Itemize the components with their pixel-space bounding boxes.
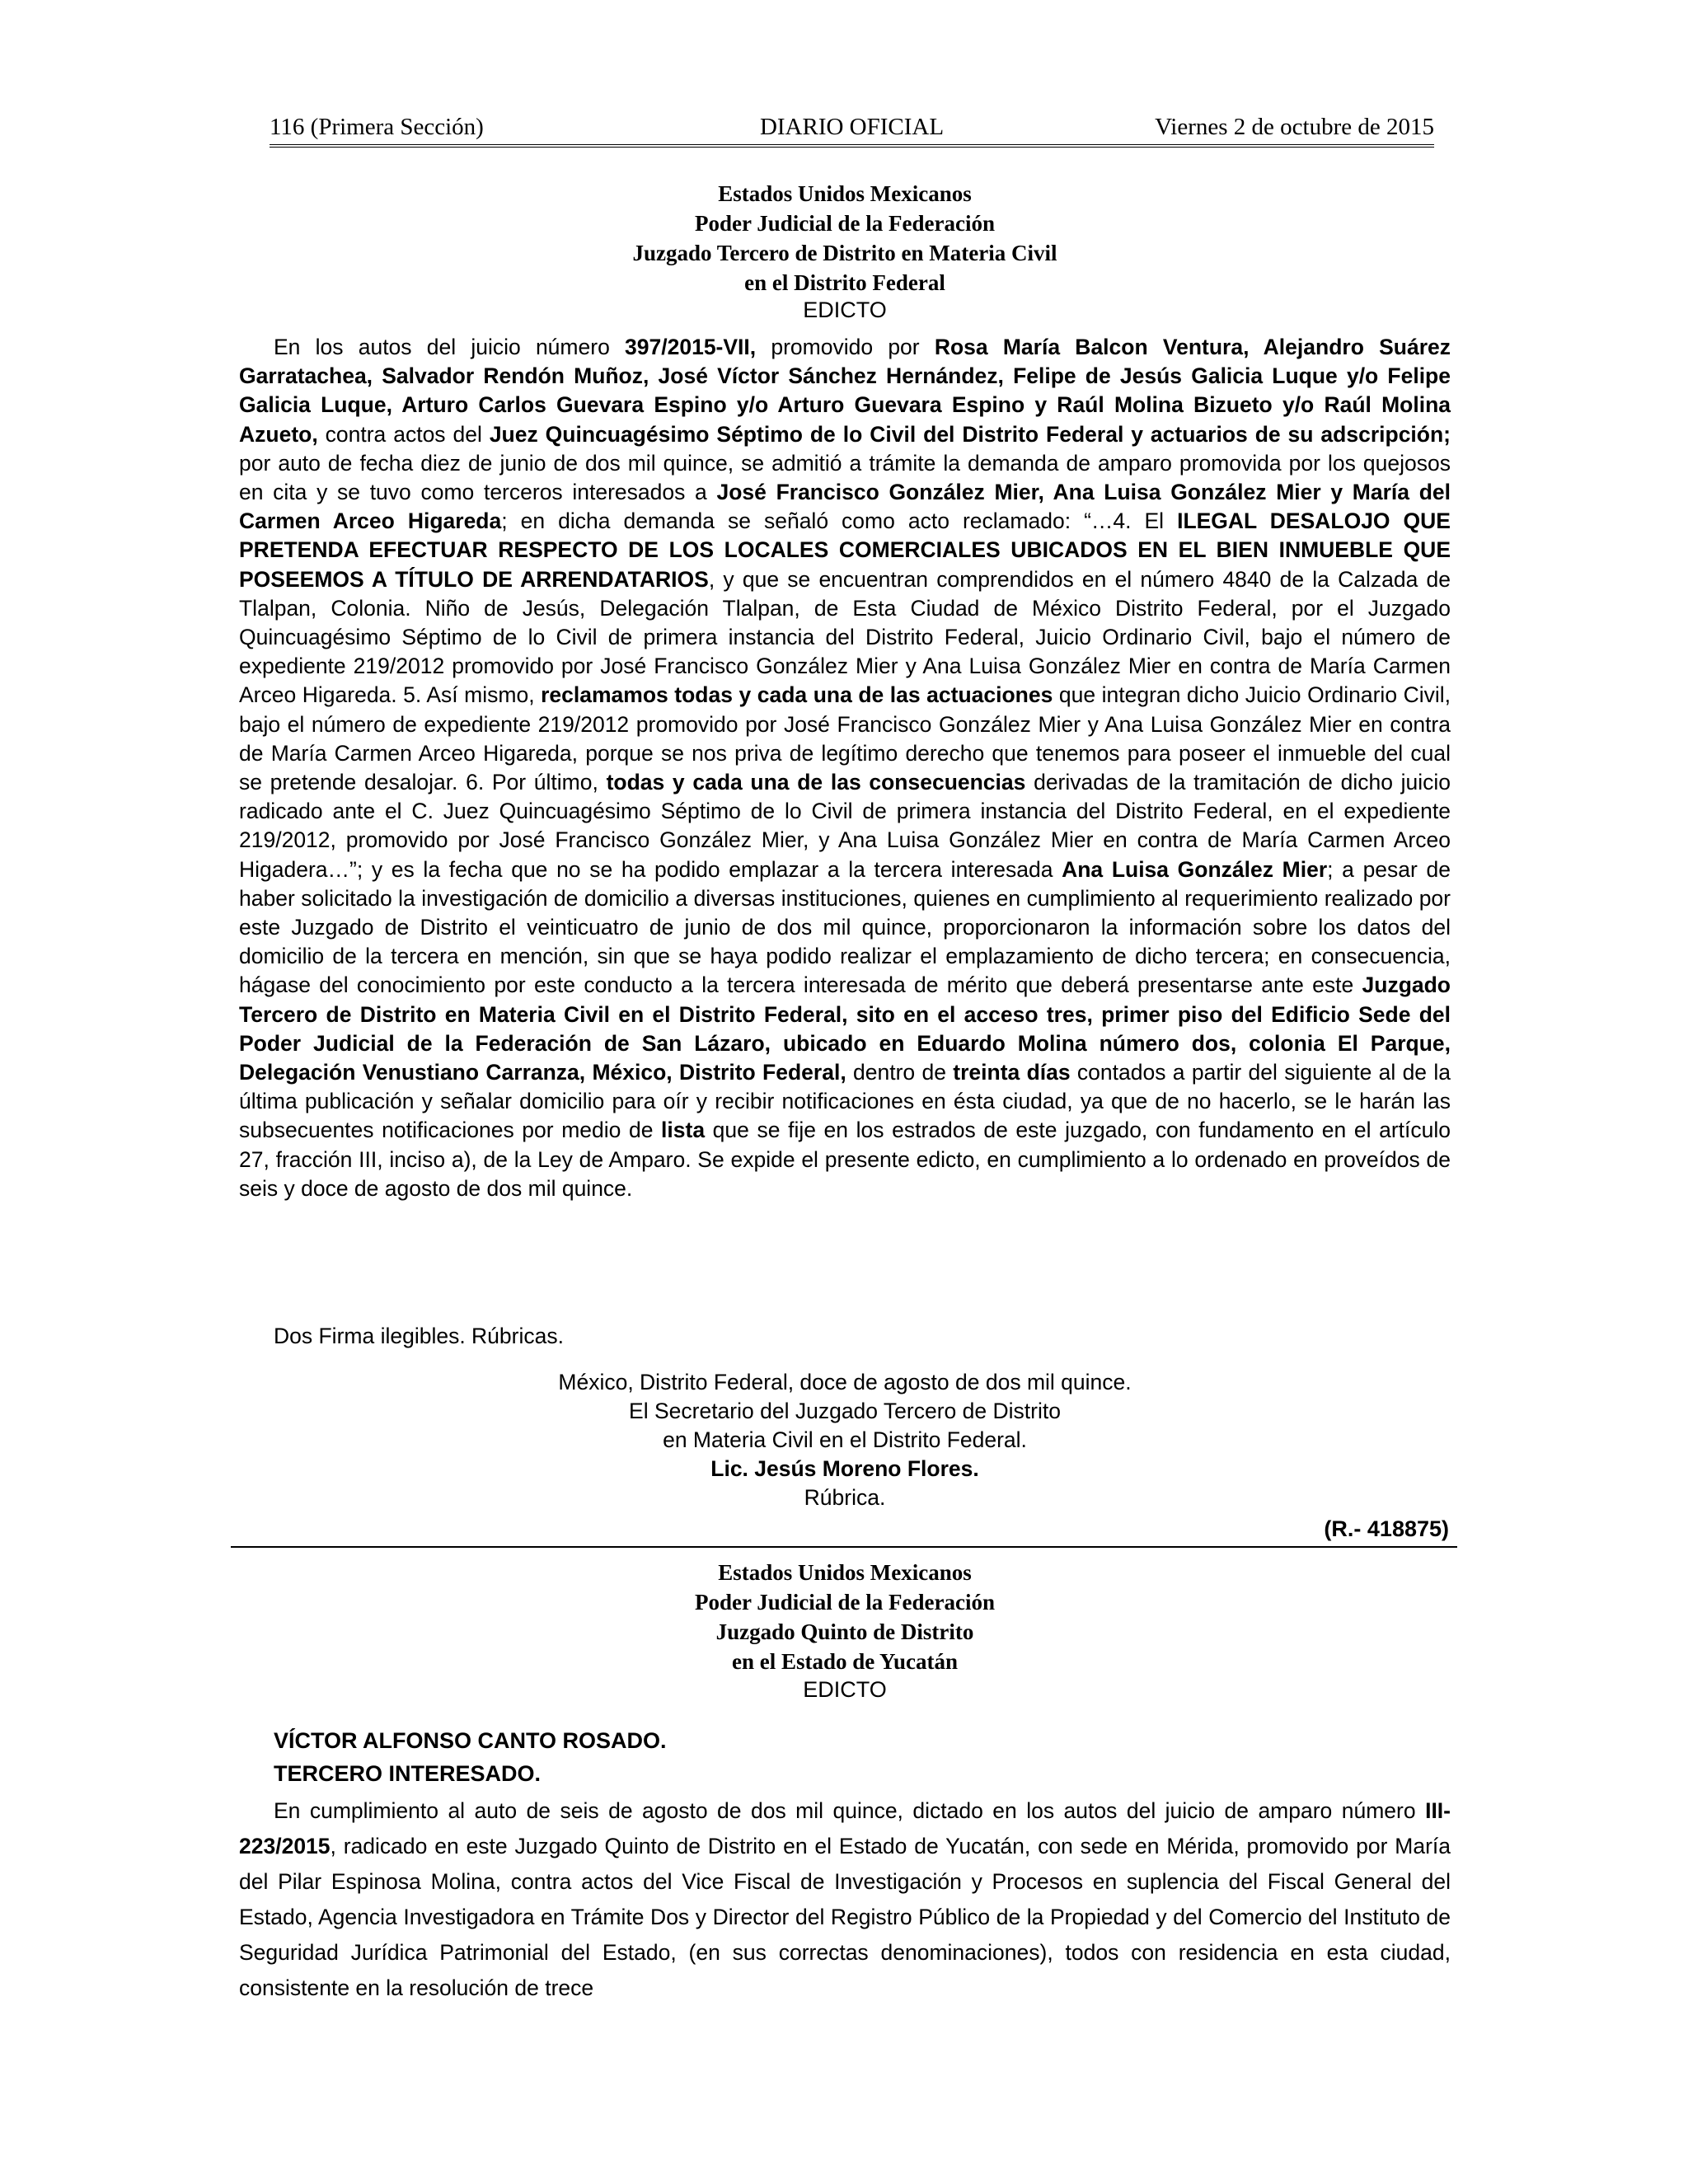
- text-run: En cumplimiento al auto de seis de agosto de dos mil quince, dictado en los autos del juicio de amparo número: [274, 1798, 1426, 1823]
- bold-text-run: treinta días: [953, 1060, 1071, 1085]
- header-date: Viernes 2 de octubre de 2015: [1155, 114, 1434, 140]
- edict1-signature-block: [239, 1368, 1451, 1512]
- rubrica: Rúbrica.: [804, 1485, 886, 1510]
- text-run: ; en dicha demanda se señaló como acto reclamado: “…4. El: [501, 509, 1178, 534]
- text-run: ; a pesar de haber solicitado la investigación de domicilio a diversas instituciones, quienes en cumplimiento al requerimiento realizado por este Juzgado de Distrito el veinticuatro de junio de dos mil quince, proporcionaron la información sobre los datos del domicilio de la tercera en mención, sin que se haya podido realizar el emplazamiento de dicho tercera; en consecuencia, hágase del conocimiento por este conducto a la tercera interesada de mérito que deberá presentarse ante este: [239, 856, 1451, 998]
- bold-text-run: Juez Quincuagésimo Séptimo de lo Civil del Distrito Federal y actuarios de su adscripción;: [489, 421, 1451, 447]
- edict2-addressee: VÍCTOR ALFONSO CANTO ROSADO.: [274, 1728, 667, 1753]
- bold-text-run: Rosa María Balcon Ventura, Alejandro Suárez Garratachea, Salvador Rendón Muñoz, José Víctor Sánchez Hernández, Felipe de Jesús Galicia Luque y/o Felipe Galicia Luque, Arturo Carlos Guevara Espino y/o Arturo Guevara Espino y Raúl Molina Bizueto y/o Raúl Molina Azueto,: [239, 335, 1451, 447]
- court-line: en el Estado de Yucatán: [731, 1649, 959, 1674]
- edict2-role: TERCERO INTERESADO.: [274, 1761, 542, 1786]
- edict1-body: [239, 333, 1451, 1203]
- bold-text-run: reclamamos todas y cada una de las actuaciones: [541, 682, 1053, 708]
- text-run: , radicado en este Juzgado Quinto de Distrito en el Estado de Yucatán, con sede en Mérida, promovido por María del Pilar Espinosa Molina, contra actos del Vice Fiscal de Investigación y Procesos en suplencia del Fiscal General del Estado, Agencia Investigadora en Trámite Dos y Director del Registro Público de la Propiedad y del Comercio del Instituto de Seguridad Jurídica Patrimonial del Estado, (en sus correctas denominaciones), todos con residencia en esta ciudad, consistente en la resolución de trece: [239, 1834, 1451, 2000]
- court-line: Poder Judicial de la Federación: [695, 1590, 995, 1615]
- bold-text-run: ILEGAL DESALOJO QUE PRETENDA EFECTUAR RESPECTO DE LOS LOCALES COMERCIALES UBICADOS EN EL BIEN INMUEBLE QUE POSEEMOS A TÍTULO DE ARRENDATARIOS: [239, 509, 1451, 592]
- header-publication: DIARIO OFICIAL: [759, 114, 945, 140]
- court-line: Juzgado Quinto de Distrito: [715, 1619, 974, 1644]
- text-run: promovido por: [756, 335, 935, 359]
- edict1-title: EDICTO: [803, 298, 887, 322]
- sign-line: México, Distrito Federal, doce de agosto de dos mil quince.: [558, 1370, 1132, 1394]
- edict2-title: EDICTO: [803, 1677, 887, 1702]
- text-run: contados a partir del siguiente al de la última publicación y señalar domicilio para oír y recibir notificaciones en ésta ciudad, ya que de no hacerlo, se le harán las subsecuentes notificaciones por medio de: [239, 1060, 1451, 1143]
- sign-line: en Materia Civil en el Distrito Federal.: [663, 1427, 1027, 1452]
- text-run: dentro de: [846, 1060, 954, 1085]
- bold-text-run: Juzgado Tercero de Distrito en Materia Civil en el Distrito Federal, sito en el acceso tres, primer piso del Edificio Sede del Poder Judicial de la Federación de San Lázaro, ubicado en Eduardo Molina número dos, colonia El Parque, Delegación Venustiano Carranza, México, Distrito Federal,: [239, 972, 1451, 1085]
- bold-text-run: lista: [661, 1118, 706, 1143]
- edict2-court-heading: [239, 1558, 1451, 1676]
- running-header: [270, 112, 1434, 145]
- text-run: contra actos del: [317, 421, 490, 447]
- text-run: que se fije en los estrados de este juzgado, con fundamento en el artículo 27, fracción III, inciso a), de la Ley de Amparo. Se expide el presente edicto, en cumplimiento a lo ordenado en proveídos de seis y doce de agosto de dos mil quince.: [239, 1118, 1451, 1201]
- header-rule: [270, 144, 1434, 148]
- bold-text-run: todas y cada una de las consecuencias: [606, 770, 1026, 795]
- court-line: en el Distrito Federal: [744, 270, 945, 295]
- court-line: Estados Unidos Mexicanos: [718, 1560, 972, 1585]
- text-run: que integran dicho Juicio Ordinario Civil, bajo el número de expediente 219/2012 promovido por José Francisco González Mier y Ana Luisa González Mier en contra de María Carmen Arceo Higareda, porque se nos priva de legítimo derecho que tenemos para poseer el inmueble del cual se pretende desalojar. 6. Por último,: [239, 682, 1451, 795]
- edict1-court-heading: [239, 179, 1451, 298]
- bold-text-run: III-223/2015: [239, 1798, 1451, 1858]
- edict1-reference: (R.- 418875): [1324, 1516, 1449, 1541]
- text-run: , y que se encuentran comprendidos en el número 4840 de la Calzada de Tlalpan, Colonia. Niño de Jesús, Delegación Tlalpan, de Esta Ciudad de México Distrito Federal, por el Juzgado Quincuagésimo Séptimo de lo Civil de primera instancia del Distrito Federal, Juicio Ordinario Civil, bajo el número de expediente 219/2012 promovido por José Francisco González Mier y Ana Luisa González Mier en contra de María Carmen Arceo Higareda. 5. Así mismo,: [239, 566, 1451, 708]
- edict-separator: [231, 1546, 1457, 1548]
- court-line: Juzgado Tercero de Distrito en Materia Civil: [632, 241, 1057, 265]
- edict2-body: [239, 1793, 1451, 2006]
- header-page-section: 116 (Primera Sección): [270, 114, 484, 140]
- bold-text-run: 397/2015-VII,: [625, 335, 757, 359]
- text-run: por auto de fecha diez de junio de dos mil quince, se admitió a trámite la demanda de amparo promovida por los quejosos en cita y se tuvo como terceros interesados a: [239, 450, 1451, 505]
- sign-line: El Secretario del Juzgado Tercero de Distrito: [629, 1399, 1061, 1423]
- bold-text-run: José Francisco González Mier, Ana Luisa González Mier y María del Carmen Arceo Higareda: [239, 480, 1451, 534]
- signer-name: Lic. Jesús Moreno Flores.: [710, 1456, 979, 1481]
- court-line: Estados Unidos Mexicanos: [718, 181, 972, 206]
- text-run: En los autos del juicio número: [274, 335, 626, 359]
- edict1-firmas: Dos Firma ilegibles. Rúbricas.: [274, 1324, 564, 1348]
- bold-text-run: Ana Luisa González Mier: [1062, 856, 1328, 882]
- text-run: derivadas de la tramitación de dicho juicio radicado ante el C. Juez Quincuagésimo Séptimo de lo Civil de primera instancia del Distrito Federal, en el expediente 219/2012, promovido por José Francisco González Mier, y Ana Luisa González Mier en contra de María Carmen Arceo Higadera…”; y es la fecha que no se ha podido emplazar a la tercera interesada: [239, 770, 1451, 882]
- court-line: Poder Judicial de la Federación: [695, 211, 995, 236]
